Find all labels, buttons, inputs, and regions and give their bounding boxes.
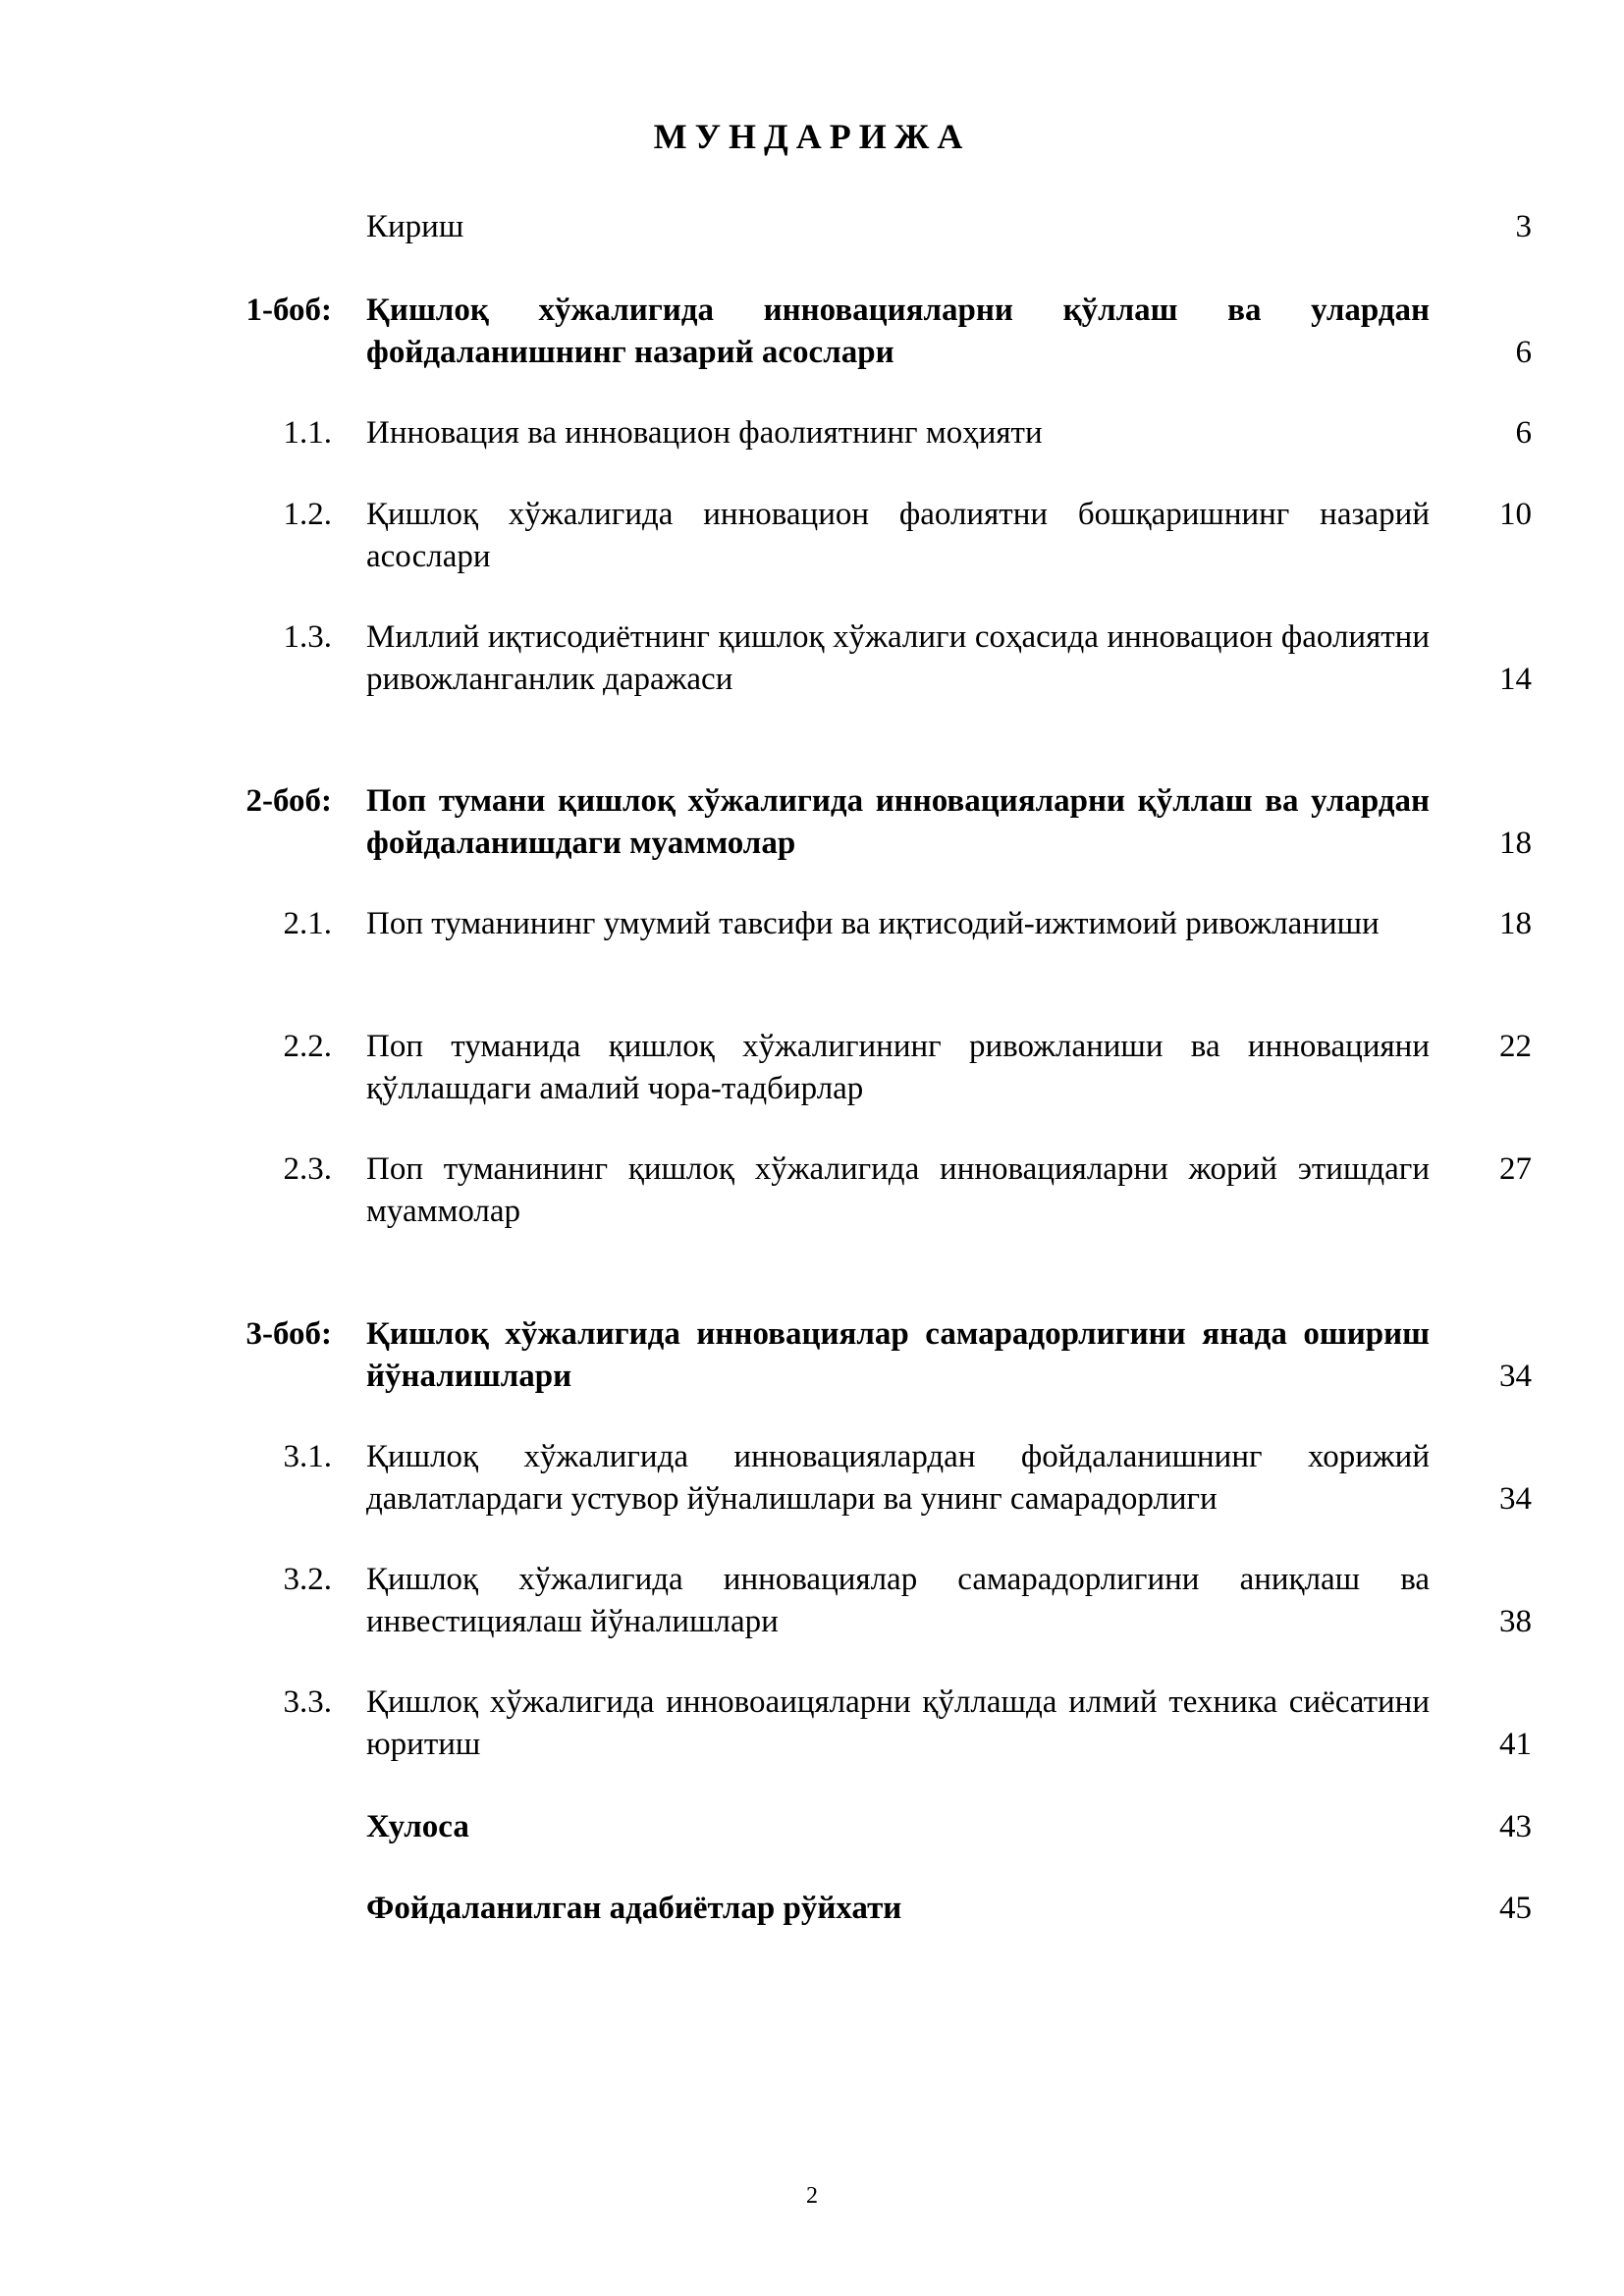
- toc-entry-page: 34: [1499, 1359, 1532, 1394]
- toc-section-title: Поп туманининг умумий тавсифи ва иқтисодий-ижтимоий ривожланиши: [366, 906, 1380, 941]
- toc-entry-page: 3: [1515, 209, 1532, 244]
- toc-entry-page: 14: [1499, 662, 1532, 697]
- toc-entry-text: Фойдаланилган адабиётлар рўйхати: [366, 1891, 902, 1926]
- toc-section-title: Поп туманининг қишлоқ хўжалигида инновацияларни жорий этишдаги муаммолар: [366, 1151, 1430, 1229]
- toc-entry-page: 10: [1499, 497, 1532, 532]
- toc-section-number: 3.2.: [283, 1562, 332, 1597]
- toc-chapter-title: Қишлоқ хўжалигида инновациялар самарадорлигини янада ошириш йўналишлари: [366, 1316, 1430, 1394]
- toc-entry-page: 45: [1499, 1891, 1532, 1926]
- toc-chapter-number: 3-боб:: [245, 1316, 332, 1352]
- toc-section-title: Қишлоқ хўжалигида инновацион фаолиятни бошқаришнинг назарий асослари: [366, 497, 1430, 574]
- toc-section-number: 2.3.: [283, 1151, 332, 1187]
- toc-section-title: Қишлоқ хўжалигида инновоаицяларни қўллашда илмий техника сиёсатини юритиш: [366, 1684, 1430, 1762]
- toc-entry-page: 18: [1499, 826, 1532, 861]
- toc-entry-page: 18: [1499, 906, 1532, 941]
- toc-entry-page: 38: [1499, 1604, 1532, 1639]
- footer-page-number: 2: [806, 2183, 818, 2209]
- toc-chapter-title: Қишлоқ хўжалигида инновацияларни қўллаш ва улардан фойдаланишнинг назарий асослари: [366, 293, 1430, 370]
- toc-entry-text: Хулоса: [366, 1809, 469, 1844]
- toc-chapter-number: 1-боб:: [245, 293, 332, 328]
- toc-chapter-title: Поп тумани қишлоқ хўжалигида инновацияларни қўллаш ва улардан фойдаланишдаги муаммолар: [366, 783, 1430, 861]
- toc-entry-page: 6: [1515, 335, 1532, 370]
- toc-section-title: Қишлоқ хўжалигида инновациялардан фойдаланишнинг хорижий давлатлардаги устувор йўналишлари ва унинг самарадорлиги: [366, 1439, 1430, 1517]
- toc-section-number: 2.2.: [283, 1029, 332, 1064]
- toc-section-title: Инновация ва инновацион фаолиятнинг моҳияти: [366, 415, 1043, 451]
- toc-section-title: Миллий иқтисодиётнинг қишлоқ хўжалиги соҳасида инновацион фаолиятни ривожланганлик даражаси: [366, 619, 1430, 697]
- toc-entry-page: 6: [1515, 415, 1532, 451]
- toc-entry-page: 41: [1499, 1727, 1532, 1762]
- toc-section-number: 1.1.: [283, 415, 332, 451]
- toc-entry-page: 43: [1499, 1809, 1532, 1844]
- toc-entry-page: 34: [1499, 1481, 1532, 1517]
- page-title: МУНДАРИЖА: [653, 117, 971, 156]
- toc-section-number: 1.3.: [283, 619, 332, 655]
- toc-section-number: 3.1.: [283, 1439, 332, 1474]
- toc-entry-page: 22: [1499, 1029, 1532, 1064]
- toc-section-title: Қишлоқ хўжалигида инновациялар самарадорлигини аниқлаш ва инвестициялаш йўналишлари: [366, 1562, 1430, 1639]
- toc-entry-page: 27: [1499, 1151, 1532, 1187]
- toc-entry-text: Кириш: [366, 209, 464, 244]
- toc-section-title: Поп туманида қишлоқ хўжалигининг ривожланиши ва инновацияни қўллашдаги амалий чора-тадбирлар: [366, 1029, 1430, 1106]
- toc-section-number: 1.2.: [283, 497, 332, 532]
- toc-section-number: 3.3.: [283, 1684, 332, 1720]
- toc-section-number: 2.1.: [283, 906, 332, 941]
- toc-chapter-number: 2-боб:: [245, 783, 332, 819]
